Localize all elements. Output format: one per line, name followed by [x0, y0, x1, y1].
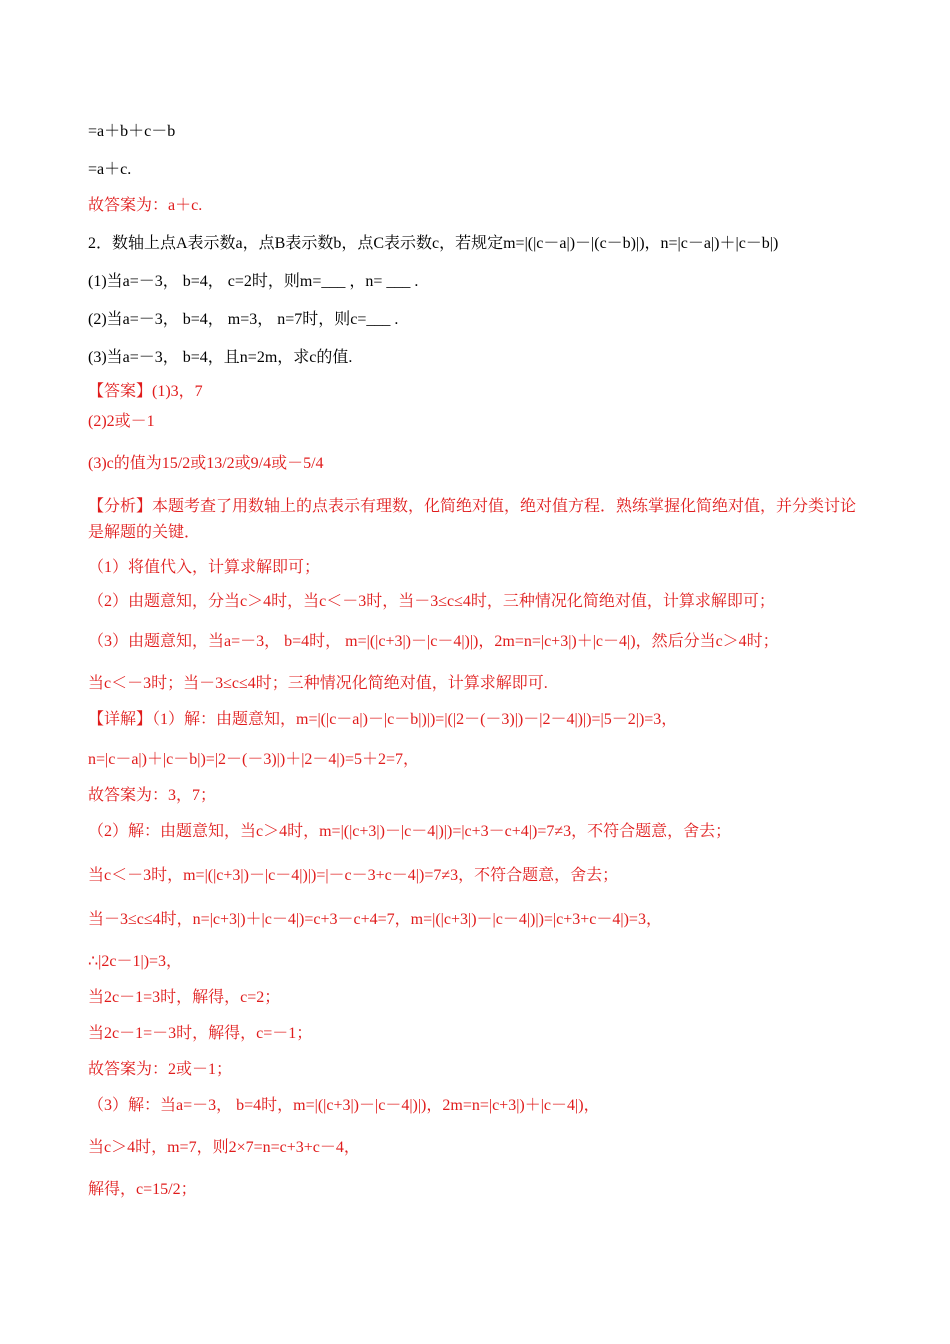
- answer-line: 故答案为：a＋c.: [88, 197, 203, 214]
- solution-line: 解得，c=15/2；: [88, 1181, 197, 1198]
- solution-line: 当2c－1=3时，解得，c=2；: [88, 989, 281, 1006]
- solution-line: n=|c－a|)＋|c－b|)=|2－(－3)|)＋|2－4|)=5＋2=7，: [88, 751, 419, 768]
- analysis-line: （1）将值代入，计算求解即可；: [88, 559, 321, 576]
- text-line: =a＋b＋c－b: [88, 123, 176, 140]
- solution-line: 故答案为：3，7；: [88, 787, 217, 804]
- analysis-paragraph: 【分析】本题考查了用数轴上的点表示有理数，化简绝对值，绝对值方程．熟练掌握化简绝对值，并分类讨论是解题的关键．: [88, 498, 857, 541]
- solution-line: 当2c－1=－3时，解得，c=－1；: [88, 1025, 313, 1042]
- answer-line: (2)2或－1: [88, 413, 155, 430]
- answer-line: (3)c的值为15/2或13/2或9/4或－5/4: [88, 455, 324, 472]
- question-part-2: (2)当a=－3， b=4， m=3， n=7时，则c=___ .: [88, 311, 399, 328]
- solution-line: 【详解】（1）解：由题意知，m=|(|c－a|)－|c－b|)|)=|(|2－(－3)|)－|2－4|)|)=|5－2|)=3，: [88, 711, 678, 728]
- solution-line: ∴|2c－1|)=3，: [88, 953, 183, 970]
- solution-line: （2）解：由题意知，当c＞4时，m=|(|c+3|)－|c－4|)|)=|c+3－c+4|)=7≠3，不符合题意，舍去；: [88, 823, 732, 840]
- analysis-line: 当c＜－3时；当－3≤c≤4时；三种情况化简绝对值，计算求解即可.: [88, 675, 548, 692]
- text-line: =a＋c.: [88, 161, 132, 178]
- analysis-line: （2）由题意知，分当c＞4时，当c＜－3时，当－3≤c≤4时，三种情况化简绝对值，计算求解即可；: [88, 593, 775, 610]
- solution-line: 故答案为：2或－1；: [88, 1061, 233, 1078]
- question-part-3: (3)当a=－3， b=4，且n=2m，求c的值.: [88, 349, 353, 366]
- analysis-line: （3）由题意知，当a=－3， b=4时， m=|(|c+3|)－|c－4|)|)，2m=n=|c+3|)＋|c－4|)，然后分当c＞4时；: [88, 633, 779, 650]
- solution-line: （3）解：当a=－3， b=4时，m=|(|c+3|)－|c－4|)|)，2m=n=|c+3|)＋|c－4|)，: [88, 1097, 600, 1114]
- solution-line: 当c＜－3时，m=|(|c+3|)－|c－4|)|)=|－c－3+c－4|)=7≠3，不符合题意，舍去；: [88, 867, 619, 884]
- solution-line: 当－3≤c≤4时，n=|c+3|)＋|c－4|)=c+3－c+4=7，m=|(|c+3|)－|c－4|)|)=|c+3+c－4|)=3，: [88, 911, 662, 928]
- question-stem: 2．数轴上点A表示数a，点B表示数b，点C表示数c，若规定m=|(|c－a|)－|(c－b)|)，n=|c－a|)＋|c－b|): [88, 235, 779, 252]
- answer-label: 【答案】(1)3，7: [88, 383, 203, 400]
- solution-line: 当c＞4时，m=7，则2×7=n=c+3+c－4，: [88, 1139, 360, 1156]
- question-part-1: (1)当a=－3， b=4， c=2时，则m=___ ，n= ___ .: [88, 273, 419, 290]
